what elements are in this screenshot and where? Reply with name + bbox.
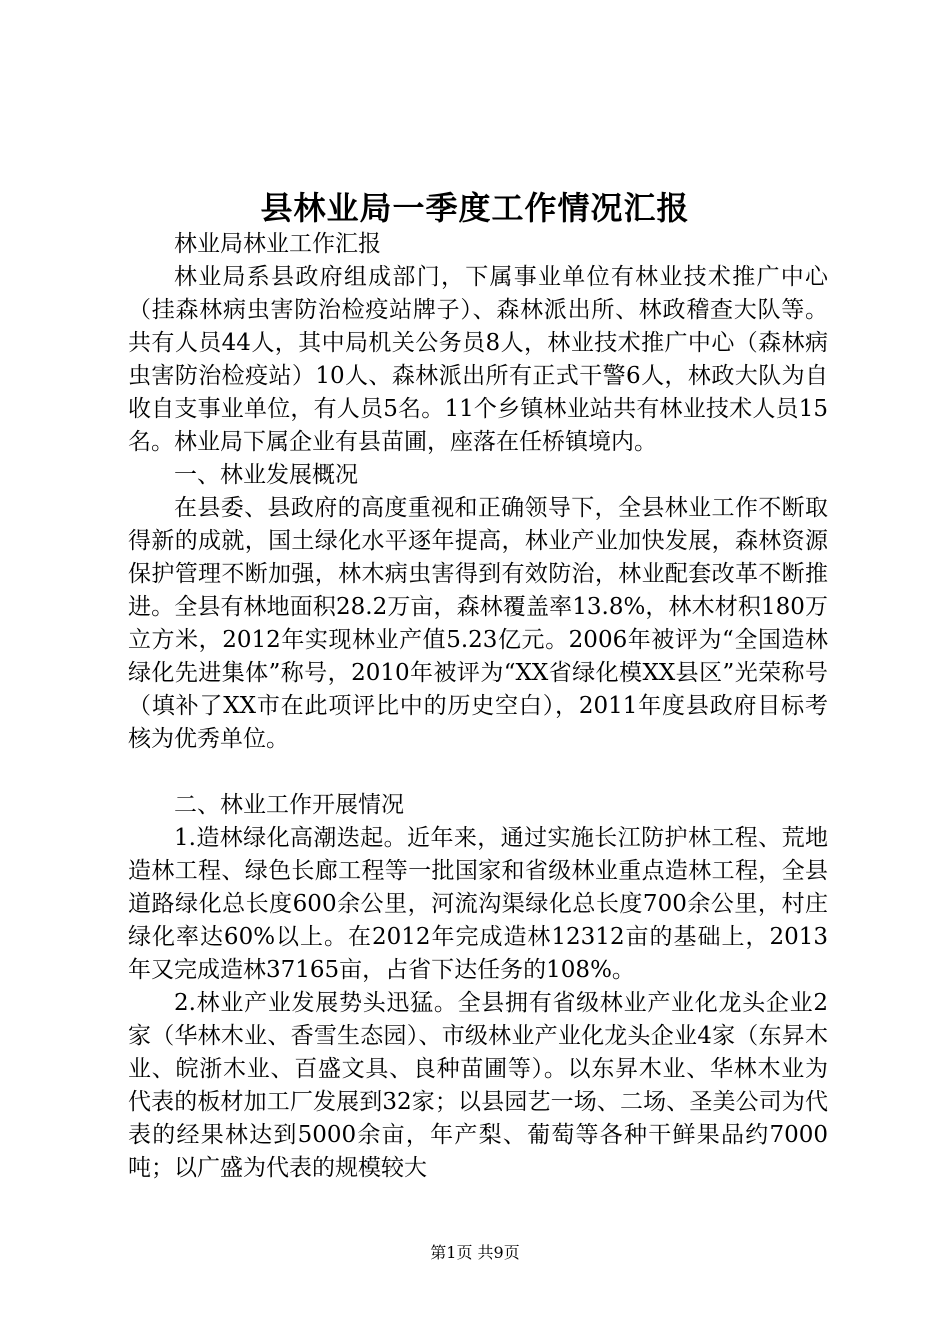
paragraph-industry: 2.林业产业发展势头迅猛。全县拥有省级林业产业化龙头企业2家（华林木业、香雪生态园）、市级林业产业化龙头企业4家（东昇木业、皖浙木业、百盛文具、良种苗圃等）。以东昇木业、华林木业为代表的板材加工厂发展到32家；以县园艺一场、二场、圣美公司为代表的经果林达到5000余亩，年产梨、葡萄等各种干鲜果品约7000吨；以广盛为代表的规模较大	[128, 990, 828, 1181]
page-number: 第1页 共9页	[430, 1243, 520, 1262]
document-title: 县林业局一季度工作情况汇报	[260, 189, 690, 227]
section-heading-overview: 一、林业发展概况	[174, 462, 358, 488]
blank-line	[128, 756, 828, 789]
section-heading-work: 二、林业工作开展情况	[174, 792, 404, 818]
document-body	[128, 228, 828, 1185]
paragraph-subtitle: 林业局林业工作汇报	[174, 231, 381, 257]
paragraph-intro: 林业局系县政府组成部门，下属事业单位有林业技术推广中心（挂森林病虫害防治检疫站牌子）、森林派出所、林政稽查大队等。共有人员44人，其中局机关公务员8人，林业技术推广中心（森林病虫害防治检疫站）10人、森林派出所有正式干警6人，林政大队为自收自支事业单位，有人员5名。11个乡镇林业站共有林业技术人员15名。林业局下属企业有县苗圃，座落在任桥镇境内。	[128, 264, 828, 455]
paragraph-overview: 在县委、县政府的高度重视和正确领导下，全县林业工作不断取得新的成就，国土绿化水平逐年提高，林业产业加快发展，森林资源保护管理不断加强，林木病虫害得到有效防治，林业配套改革不断推进。全县有林地面积28.2万亩，森林覆盖率13.8%，林木材积180万立方米，2012年实现林业产值5.23亿元。2006年被评为“全国造林绿化先进集体”称号，2010年被评为“XX省绿化模XX县区”光荣称号（填补了XX市在此项评比中的历史空白），2011年度县政府目标考核为优秀单位。	[128, 495, 828, 752]
paragraph-afforestation: 1.造林绿化高潮迭起。近年来，通过实施长江防护林工程、荒地造林工程、绿色长廊工程等一批国家和省级林业重点造林工程，全县道路绿化总长度600余公里，河流沟渠绿化总长度700余公里，村庄绿化率达60%以上。在2012年完成造林12312亩的基础上，2013年又完成造林37165亩，占省下达任务的108%。	[128, 825, 828, 983]
